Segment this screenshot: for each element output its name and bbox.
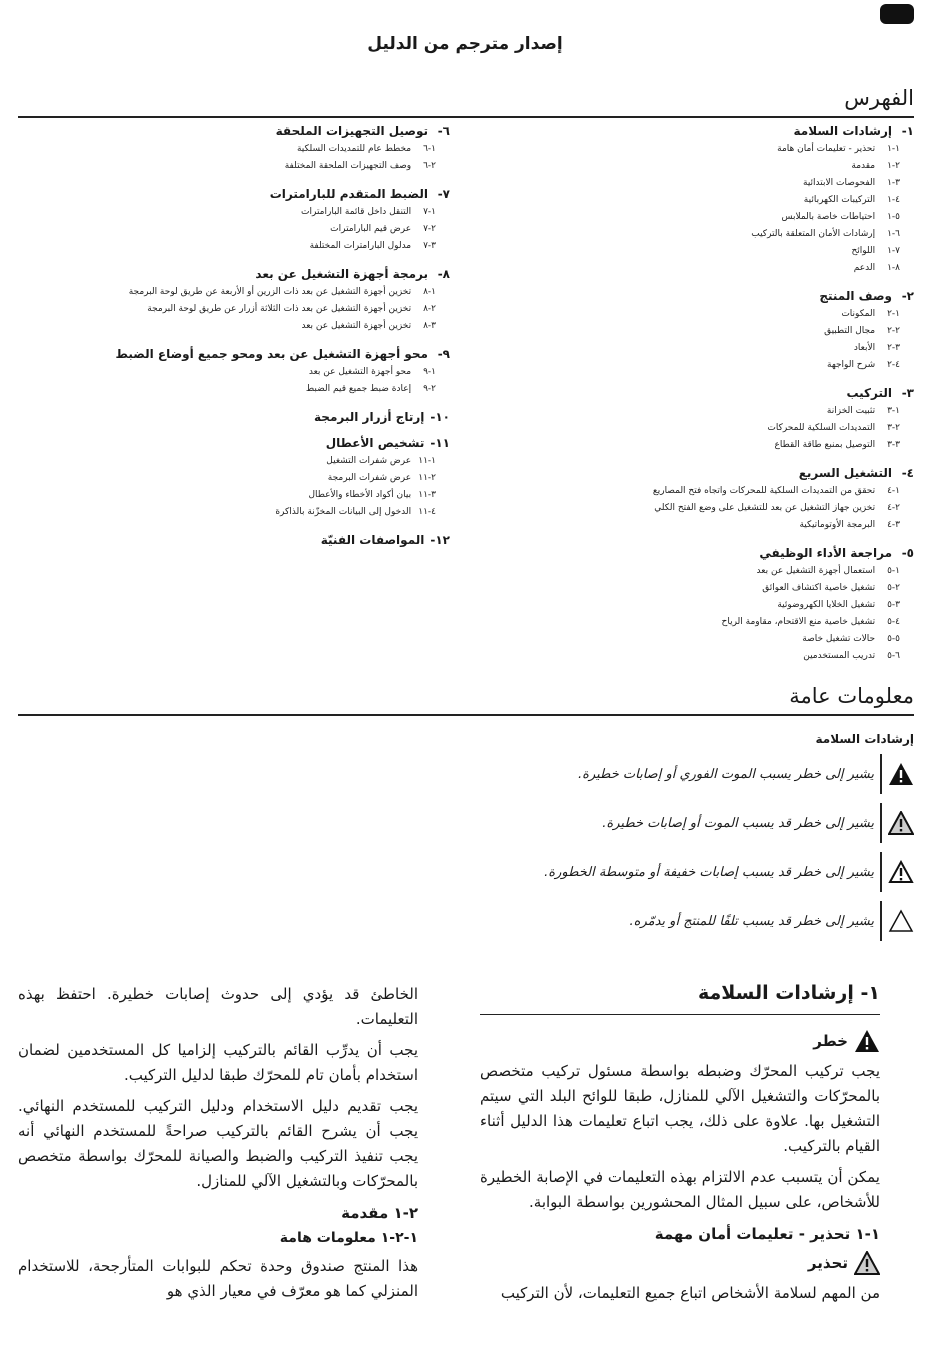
danger-label-text: خطر — [813, 1032, 848, 1050]
toc-subsection-title: تخزين جهاز التشغيل عن بعد للتشغيل على وضع الفتح الكلي — [654, 503, 876, 513]
toc-subsection[interactable] — [30, 141, 450, 158]
toc-subsection[interactable] — [30, 301, 450, 318]
document-title: إصدار مترجم من الدليل — [367, 34, 563, 54]
toc-subsection[interactable] — [494, 226, 914, 243]
toc-subsection-number: ١-٣ — [887, 406, 900, 416]
toc-subsection-number: ٥-١ — [887, 212, 900, 222]
toc-subsection[interactable] — [494, 357, 914, 374]
danger-filled-triangle-icon — [888, 761, 914, 787]
toc-subsection[interactable] — [494, 500, 914, 517]
toc-section-number: ١٠- — [430, 410, 450, 424]
safety-level-notice — [630, 899, 914, 943]
toc-section-title: التركيب — [846, 386, 892, 400]
toc-section-heading[interactable] — [30, 436, 450, 450]
toc-section — [30, 436, 450, 521]
toc-subsection[interactable] — [494, 192, 914, 209]
body-column-right — [480, 982, 880, 1312]
toc-subsection[interactable] — [494, 614, 914, 631]
general-info-heading: معلومات عامة — [789, 684, 914, 708]
toc-subsection-number: ٨-١ — [887, 263, 900, 273]
section-1-1-heading: ١-١ تحذير - تعليمات أمان مهمة — [654, 1225, 880, 1243]
toc-subsection-number: ٤-٢ — [887, 360, 900, 370]
toc-subsection-number: ٣-٨ — [423, 321, 436, 331]
toc-section-number: ٤- — [901, 466, 914, 480]
toc-subsection[interactable] — [494, 403, 914, 420]
paragraph: يجب تركيب المحرّك وضبطه بواسطة مسئول تركيب متخصص بالمحرّكات والتشغيل الآلي للمنازل، طبقا للوائح البلد التي سيتم التشغيل بها. علاوة على ذلك، يجب اتباع تعليمات هذا الدليل أثناء القيام بالتركيب. — [480, 1062, 880, 1155]
toc-section — [494, 466, 914, 534]
toc-subsection-title: مدلول البارامترات المختلفة — [309, 241, 412, 251]
warning-shaded-triangle-icon — [854, 1251, 880, 1275]
toc-subsection-number: ٣-٤ — [887, 520, 900, 530]
toc-section-heading[interactable] — [30, 267, 450, 281]
toc-section-title: تشخيص الأعطال — [325, 436, 425, 450]
toc-subsection-number: ٧-١ — [887, 246, 900, 256]
toc-subsection-number: ٢-١ — [887, 161, 900, 171]
index-heading: الفهرس — [844, 86, 914, 110]
toc-subsection-number: ٢-٣ — [887, 423, 900, 433]
toc-subsection[interactable] — [30, 238, 450, 255]
toc-section-heading[interactable] — [30, 410, 450, 424]
toc-subsection-number: ١-٤ — [887, 486, 900, 496]
toc-subsection-title: إعادة ضبط جميع قيم الضبط — [305, 384, 412, 394]
toc-subsection-number: ١-١١ — [418, 456, 436, 466]
caution-outline-triangle-icon — [888, 859, 914, 885]
toc-subsection[interactable] — [494, 306, 914, 323]
toc-section-heading[interactable] — [30, 187, 450, 201]
warning-label-text: تحذير — [807, 1254, 848, 1272]
toc-subsection-title: الدخول إلى البيانات المخزّنة بالذاكرة — [275, 507, 412, 517]
toc-section-title: التشغيل السريع — [798, 466, 892, 480]
toc-section — [494, 124, 914, 277]
toc-section-number: ١- — [901, 124, 914, 138]
toc-section-heading[interactable] — [494, 546, 914, 560]
safety-level-text: يشير إلى خطر قد يسبب الموت أو إصابات خطيرة. — [602, 815, 874, 831]
toc-subsection-title: التمديدات السلكية للمحركات — [767, 423, 876, 433]
toc-subsection[interactable] — [494, 483, 914, 500]
toc-section-number: ٣- — [901, 386, 914, 400]
safety-level-text: يشير إلى خطر قد يسبب إصابات خفيفة أو متوسطة الخطورة. — [544, 864, 874, 880]
toc-subsection-number: ٤-١ — [887, 195, 900, 205]
paragraph: هذا المنتج صندوق وحدة تحكم للبوابات المتأرجحة، للاستخدام المنزلي كما هو معرّف في معيار الذي هو — [18, 1257, 418, 1300]
toc-section-number: ٥- — [901, 546, 914, 560]
toc-subsection-title: التنقل داخل قائمة البارامترات — [301, 207, 412, 217]
toc-section — [30, 267, 450, 335]
toc-section-number: ١٢- — [430, 533, 450, 547]
toc-subsection-number: ١-٦ — [423, 144, 436, 154]
toc-subsection-number: ٤-٥ — [887, 617, 900, 627]
toc-subsection[interactable] — [494, 175, 914, 192]
toc-subsection-title: تدريب المستخدمين — [803, 651, 876, 661]
danger-label — [480, 1029, 880, 1053]
toc-subsection-title: عرض شفرات البرمجة — [327, 473, 412, 483]
toc-subsection-title: تشغيل خاصية منع الاقتحام، مقاومة الرياح — [721, 617, 876, 627]
toc-subsection-number: ٢-٦ — [423, 161, 436, 171]
toc-subsection-number: ٦-١ — [887, 229, 900, 239]
warning-label — [480, 1251, 880, 1275]
index-rule — [18, 116, 914, 118]
toc-subsection-number: ١-٧ — [423, 207, 436, 217]
toc-subsection-title: تخزين أجهزة التشغيل عن بعد — [301, 321, 412, 331]
toc-subsection[interactable] — [494, 243, 914, 260]
toc-subsection-title: تحذير - تعليمات أمان هامة — [777, 144, 876, 154]
toc-subsection-number: ٣-٥ — [887, 600, 900, 610]
toc-subsection[interactable] — [494, 648, 914, 665]
toc-subsection[interactable] — [494, 420, 914, 437]
toc-subsection-title: البرمجة الأوتوماتيكية — [799, 520, 876, 530]
toc-subsection[interactable] — [30, 504, 450, 521]
paragraph: يمكن أن يتسبب عدم الالتزام بهذه التعليمات في الإصابة الخطيرة للأشخاص، على سبيل المثال المحشورين بواسطة البوابة. — [480, 1168, 880, 1211]
toc-subsection-number: ٢-٨ — [423, 304, 436, 314]
danger-filled-triangle-icon — [854, 1029, 880, 1053]
toc-section-title: توصيل التجهيزات الملحقة — [275, 124, 428, 138]
toc-subsection-number: ٢-٩ — [423, 384, 436, 394]
toc-section-title: إرتاج أزرار البرمجة — [314, 410, 425, 424]
toc-subsection-number: ١-١ — [887, 144, 900, 154]
toc-subsection-title: حالات تشغيل خاصة — [802, 634, 876, 644]
toc-section — [494, 289, 914, 374]
toc-subsection[interactable] — [494, 141, 914, 158]
toc-section-heading[interactable] — [30, 124, 450, 138]
toc-subsection-number: ١-٩ — [423, 367, 436, 377]
toc-section — [30, 533, 450, 547]
toc-subsection[interactable] — [494, 158, 914, 175]
toc-subsection[interactable] — [494, 340, 914, 357]
toc-subsection[interactable] — [494, 437, 914, 454]
toc-section-heading[interactable] — [494, 386, 914, 400]
safety-level-warning — [602, 801, 914, 845]
toc-subsection-title: مقدمة — [851, 161, 876, 171]
toc-subsection-title: بيان أكواد الأخطاء والأعطال — [308, 490, 412, 500]
toc-subsection-title: الأبعاد — [853, 343, 876, 353]
toc-subsection-number: ٣-٧ — [423, 241, 436, 251]
toc-subsection[interactable] — [30, 221, 450, 238]
toc-subsection-title: الدعم — [853, 263, 876, 273]
toc-column-right — [494, 124, 914, 677]
toc-subsection-title: الفحوصات الابتدائية — [803, 178, 876, 188]
toc-subsection[interactable] — [494, 260, 914, 277]
toc-subsection[interactable] — [494, 563, 914, 580]
toc-section-title: الضبط المتقدم للبارامترات — [269, 187, 428, 201]
toc-subsection[interactable] — [30, 381, 450, 398]
toc-subsection-title: تحقق من التمديدات السلكية للمحركات واتجاه فتح المصاريع — [652, 486, 876, 496]
toc-subsection-title: المكونات — [841, 309, 876, 319]
toc-subsection-number: ٢-٧ — [423, 224, 436, 234]
toc-subsection[interactable] — [30, 364, 450, 381]
toc-section-number: ٦- — [437, 124, 450, 138]
toc-subsection-number: ٣-١١ — [418, 490, 436, 500]
toc-subsection-number: ٢-١١ — [418, 473, 436, 483]
safety-level-text: يشير إلى خطر يسبب الموت الفوري أو إصابات خطيرة. — [578, 766, 874, 782]
toc-subsection-title: احتياطات خاصة بالملابس — [781, 212, 876, 222]
paragraph: يجب تقديم دليل الاستخدام ودليل التركيب للمستخدم النهائي. يجب أن يشرح القائم بالتركيب صراحةً للمستخدم النهائي أنه يجب تنفيذ التركيب والضبط والصيانة للمحرّك بواسطة متخصص بالمحرّكات وبالتشغيل الآلي للمنازل. — [18, 1097, 418, 1190]
toc-section-heading[interactable] — [30, 347, 450, 361]
toc-subsection[interactable] — [494, 631, 914, 648]
toc-section — [494, 546, 914, 665]
toc-section-number: ٢- — [901, 289, 914, 303]
toc-section-number: ٩- — [437, 347, 450, 361]
toc-subsection-title: تثبيت الخزانة — [826, 406, 876, 416]
toc-subsection[interactable] — [30, 158, 450, 175]
toc-subsection[interactable] — [30, 453, 450, 470]
toc-subsection-number: ٤-١١ — [418, 507, 436, 517]
toc-section — [30, 124, 450, 175]
toc-subsection[interactable] — [494, 580, 914, 597]
toc-subsection[interactable] — [30, 487, 450, 504]
toc-subsection-title: تشغيل الخلايا الكهروضوئية — [777, 600, 876, 610]
toc-section-title: محو أجهزة التشغيل عن بعد ومحو جميع أوضاع الضبط — [115, 347, 428, 361]
paragraph: من المهم لسلامة الأشخاص اتباع جميع التعليمات، لأن التركيب — [500, 1284, 880, 1302]
toc-section — [30, 347, 450, 398]
toc-section-heading[interactable] — [494, 466, 914, 480]
safety-level-text: يشير إلى خطر قد يسبب تلفًا للمنتج أو يدمّره. — [629, 913, 874, 929]
body-column-left — [18, 982, 418, 1310]
paragraph: يجب أن يدرِّب القائم بالتركيب إلزاميا كل المستخدمين لضمان استخدام بأمان تام للمحرّك طبقا لدليل التركيب. — [18, 1041, 418, 1084]
toc-section-title: المواصفات الفنيّة — [320, 533, 425, 547]
toc-subsection-title: عرض قيم البارامترات — [330, 224, 412, 234]
toc-section-heading[interactable] — [494, 124, 914, 138]
toc-subsection-title: شرح الواجهة — [827, 360, 876, 370]
toc-section-number: ٧- — [437, 187, 450, 201]
toc-subsection-title: إرشادات الأمان المتعلقة بالتركيب — [751, 229, 876, 239]
toc-subsection-title: تخزين أجهزة التشغيل عن بعد ذات الثلاثة أزرار عن طريق لوحة البرمجة — [147, 304, 412, 314]
toc-subsection-number: ٥-٥ — [887, 634, 900, 644]
toc-section-number: ٨- — [437, 267, 450, 281]
toc-subsection[interactable] — [30, 470, 450, 487]
toc-subsection-title: عرض شفرات التشغيل — [326, 456, 412, 466]
toc-subsection-number: ٢-٥ — [887, 583, 900, 593]
toc-subsection-number: ١-٢ — [887, 309, 900, 319]
toc-subsection-number: ٦-٥ — [887, 651, 900, 661]
toc-section — [30, 187, 450, 255]
safety-level-caution — [544, 850, 914, 894]
toc-section-title: إرشادات السلامة — [793, 124, 892, 138]
toc-subsection-title: التركيبات الكهربائية — [803, 195, 876, 205]
toc-subsection[interactable] — [30, 318, 450, 335]
general-info-rule — [18, 714, 914, 716]
toc-subsection-title: استعمال أجهزة التشغيل عن بعد — [756, 566, 876, 576]
toc-section-title: وصف المنتج — [819, 289, 892, 303]
toc-subsection-title: محو أجهزة التشغيل عن بعد — [308, 367, 412, 377]
toc-section-heading[interactable] — [494, 289, 914, 303]
notice-empty-triangle-icon — [888, 908, 914, 934]
toc-subsection-title: وصف التجهيزات الملحقة المختلفة — [284, 161, 412, 171]
language-badge — [880, 4, 914, 24]
toc-subsection-title: اللوائح — [851, 246, 876, 256]
toc-section — [494, 386, 914, 454]
toc-subsection-number: ١-٥ — [887, 566, 900, 576]
toc-section-title: مراجعة الأداء الوظيفي — [759, 546, 892, 560]
toc-subsection-title: تشغيل خاصية اكتشاف العوائق — [762, 583, 876, 593]
toc-subsection-number: ١-٨ — [423, 287, 436, 297]
paragraph: الخاطئ قد يؤدي إلى حدوث إصابات خطيرة. احتفظ بهذه التعليمات. — [18, 985, 418, 1028]
toc-subsection-title: تخزين أجهزة التشغيل عن بعد ذات الزرين أو الأربعة عن طريق لوحة البرمجة — [128, 287, 412, 297]
toc-subsection-number: ٣-١ — [887, 178, 900, 188]
toc-subsection[interactable] — [30, 284, 450, 301]
toc-subsection-number: ٢-٢ — [887, 326, 900, 336]
safety-level-danger — [578, 752, 914, 796]
toc-subsection[interactable] — [494, 517, 914, 534]
toc-subsection-number: ٣-٣ — [887, 440, 900, 450]
toc-column-left — [30, 124, 450, 559]
toc-subsection-title: التوصيل بمنبع طاقة القطاع — [774, 440, 876, 450]
toc-section-heading[interactable] — [30, 533, 450, 547]
toc-subsection-title: مخطط عام للتمديدات السلكية — [296, 144, 412, 154]
toc-section — [30, 410, 450, 424]
section-1-2-1-heading: ١-٢-١ معلومات هامة — [279, 1230, 418, 1246]
toc-subsection[interactable] — [494, 323, 914, 340]
section-1-heading: ١- إرشادات السلامة — [480, 982, 880, 1015]
toc-subsection[interactable] — [494, 597, 914, 614]
toc-subsection-number: ٢-٤ — [887, 503, 900, 513]
toc-section-title: برمجة أجهزة التشغيل عن بعد — [255, 267, 428, 281]
section-1-2-heading: ٢-١ مقدمة — [341, 1204, 418, 1222]
toc-subsection-title: مجال التطبيق — [824, 326, 876, 336]
warning-shaded-triangle-icon — [888, 810, 914, 836]
toc-subsection[interactable] — [494, 209, 914, 226]
toc-section-number: ١١- — [430, 436, 450, 450]
toc-subsection-number: ٣-٢ — [887, 343, 900, 353]
toc-subsection[interactable] — [30, 204, 450, 221]
safety-instructions-title: إرشادات السلامة — [815, 732, 914, 746]
